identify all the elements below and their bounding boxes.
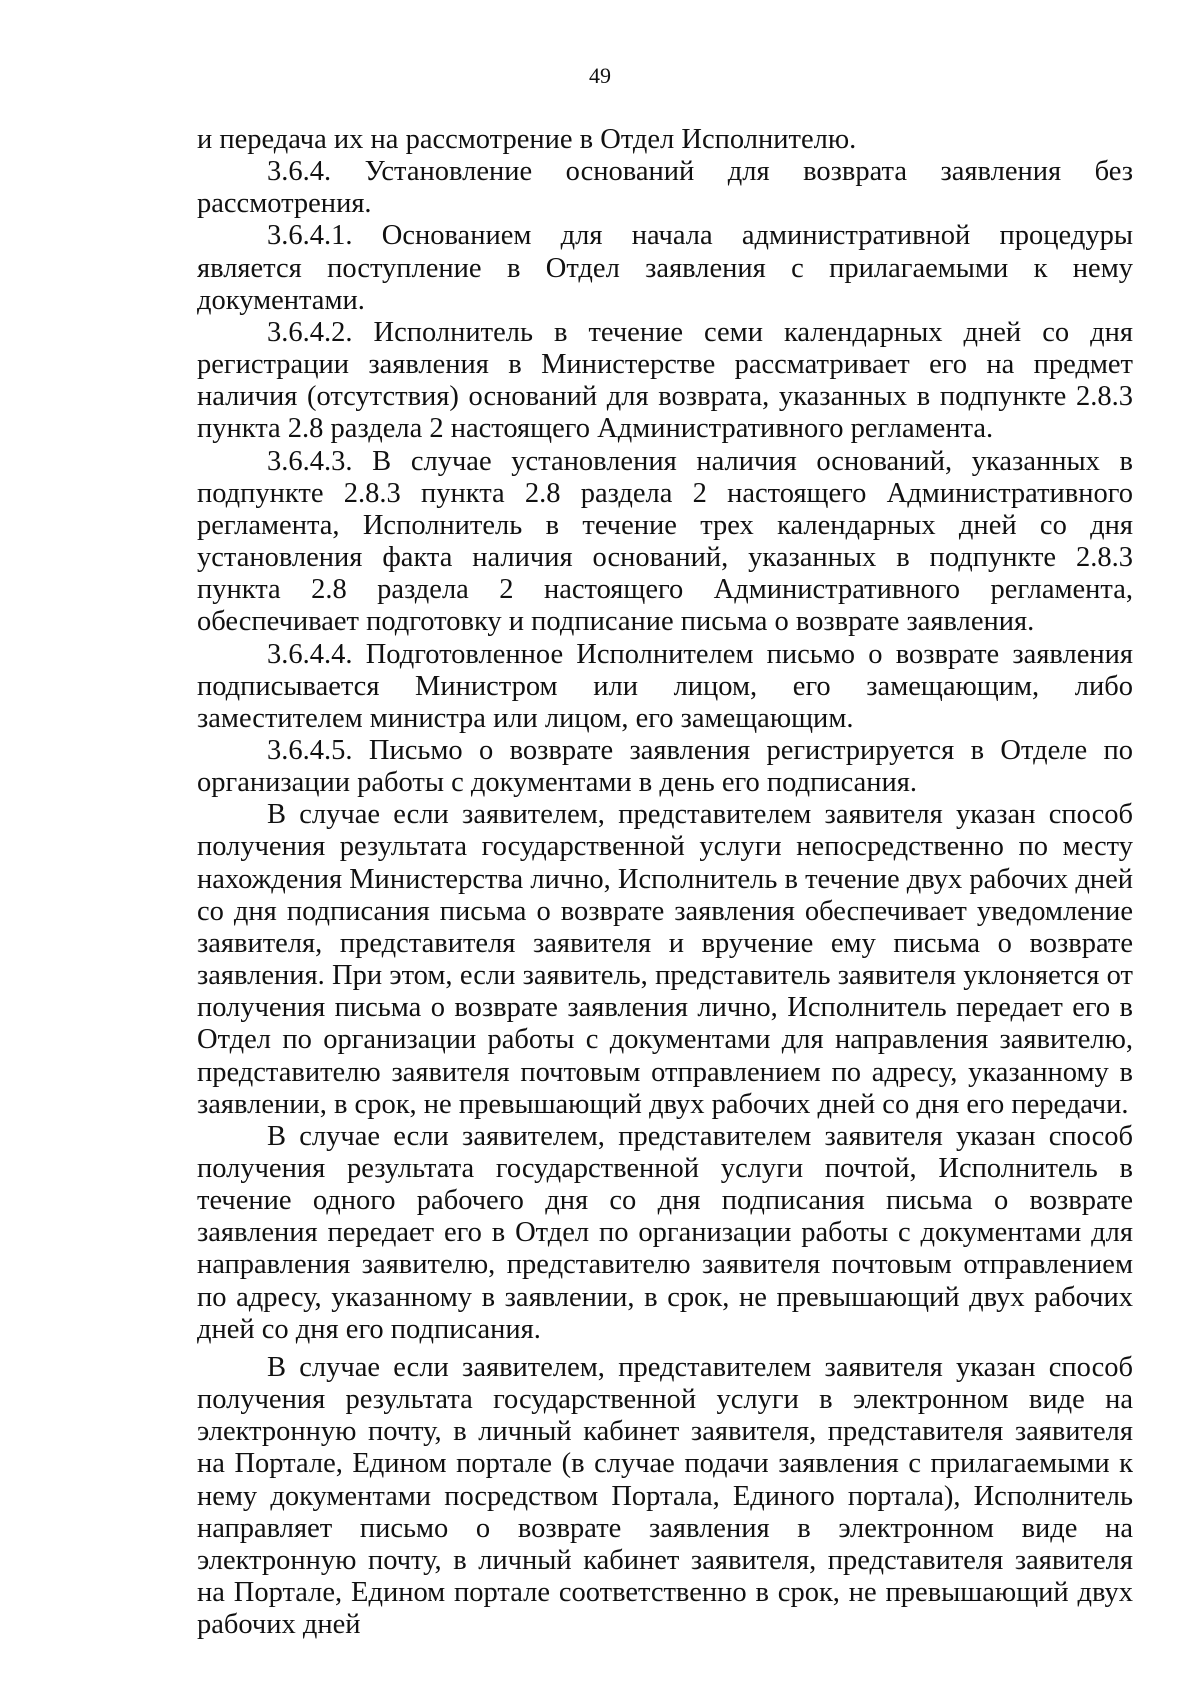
paragraph-continuation: и передача их на рассмотрение в Отдел Исполнителю.	[197, 124, 857, 155]
paragraph-personal-delivery: В случае если заявителем, представителем заявителя указан способ получения результата государственной услуги непосредственно по месту нахождения Министерства лично, Исполнитель в течение двух рабочих дней со дня подписания письма о возврате заявления обеспечивает уведомление заявителя, представителя заявителя и вручение ему письма о возврате заявления. При этом, если заявитель, представитель заявителя уклоняется от получения письма о возврате заявления лично, Исполнитель передает его в Отдел по организации работы с документами для направления заявителю, представителю заявителя почтовым отправлением по адресу, указанному в заявлении, в срок, не превышающий двух рабочих дней со дня его передачи.	[197, 799, 1133, 1120]
paragraph-electronic-delivery: В случае если заявителем, представителем заявителя указан способ получения результата государственной услуги в электронном виде на электронную почту, в личный кабинет заявителя, представителя заявителя на Портале, Едином портале (в случае подачи заявления с прилагаемыми к нему документами посредством Портала, Единого портала), Исполнитель направляет письмо о возврате заявления в электронном виде на электронную почту, в личный кабинет заявителя, представителя заявителя на Портале, Едином портале соответственно в срок, не превышающий двух рабочих дней	[197, 1351, 1133, 1641]
page-number: 49	[589, 63, 611, 88]
paragraph-3-6-4-2: 3.6.4.2. Исполнитель в течение семи календарных дней со дня регистрации заявления в Министерстве рассматривает его на предмет наличия (отсутствия) оснований для возврата, указанных в подпункте 2.8.3 пункта 2.8 раздела 2 настоящего Административного регламента.	[197, 316, 1133, 445]
paragraph-3-6-4-4: 3.6.4.4. Подготовленное Исполнителем письмо о возврате заявления подписывается Министром или лицом, его замещающим, либо заместителем министра или лицом, его замещающим.	[197, 638, 1133, 734]
paragraph-postal-delivery: В случае если заявителем, представителем заявителя указан способ получения результата государственной услуги почтой, Исполнитель в течение одного рабочего дня со дня подписания письма о возврате заявления передает его в Отдел по организации работы с документами для направления заявителю, представителю заявителя почтовым отправлением по адресу, указанному в заявлении, в срок, не превышающий двух рабочих дней со дня его подписания.	[197, 1120, 1133, 1345]
document-body	[197, 124, 1133, 1641]
paragraph-3-6-4-5: 3.6.4.5. Письмо о возврате заявления регистрируется в Отделе по организации работы с документами в день его подписания.	[197, 734, 1133, 799]
paragraph-3-6-4: 3.6.4. Установление оснований для возврата заявления без рассмотрения.	[197, 156, 1133, 220]
paragraph-3-6-4-1: 3.6.4.1. Основанием для начала административной процедуры является поступление в Отдел заявления с прилагаемыми к нему документами.	[197, 220, 1133, 316]
paragraph-3-6-4-3: 3.6.4.3. В случае установления наличия оснований, указанных в подпункте 2.8.3 пункта 2.8 раздела 2 настоящего Административного регламента, Исполнитель в течение трех календарных дней со дня установления факта наличия оснований, указанных в подпункте 2.8.3 пункта 2.8 раздела 2 настоящего Административного регламента, обеспечивает подготовку и подписание письма о возврате заявления.	[197, 445, 1133, 638]
